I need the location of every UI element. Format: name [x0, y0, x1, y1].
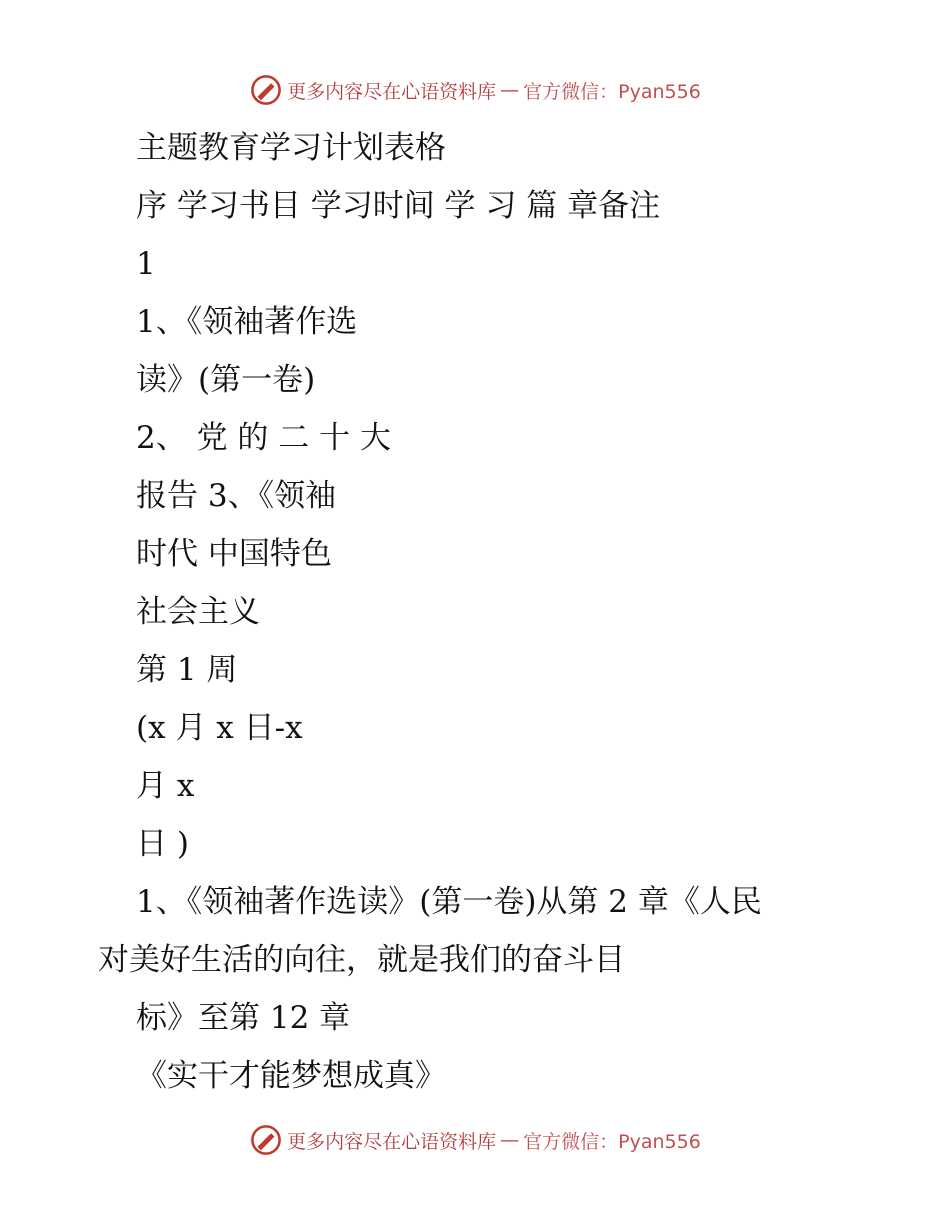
document-title: 主题教育学习计划表格: [136, 130, 446, 166]
book-2-line-2: 报告 3、《领袖: [136, 478, 337, 514]
banner-contact: 官方微信：Pyan556: [523, 80, 701, 103]
date-range-line-3: 日 ): [136, 826, 189, 862]
date-range-line-1: (x 月 x 日-x: [136, 710, 303, 746]
banner-text: 更多内容尽在心语资料库: [287, 1130, 497, 1153]
book-3-line-2: 时代 中国特色: [136, 536, 332, 572]
chapter-line-1: 1、《领袖著作选读》(第一卷)从第 2 章《人民: [136, 884, 762, 920]
header-watermark-banner: [0, 70, 950, 110]
table-header: 序 学习书目 学习时间 学 习 篇 章备注: [136, 188, 661, 224]
chapter-line-2: 对美好生活的向往，就是我们的奋斗目: [98, 942, 625, 978]
banner-text: 更多内容尽在心语资料库: [287, 80, 497, 103]
footer-watermark-banner: [0, 1120, 950, 1160]
study-week: 第 1 周: [136, 652, 238, 688]
banner-separator: —: [500, 79, 520, 101]
book-3-line-3: 社会主义: [136, 594, 260, 630]
chapter-line-4: 《实干才能梦想成真》: [136, 1058, 446, 1094]
banner-separator: —: [500, 1129, 520, 1151]
chapter-line-3: 标》至第 12 章: [136, 1000, 351, 1036]
row-number: 1: [136, 246, 156, 282]
book-1-line-1: 1、《领袖著作选: [136, 304, 358, 340]
book-1-line-2: 读》(第一卷): [136, 362, 316, 398]
date-range-line-2: 月 x: [136, 768, 195, 804]
book-2-line-1: 2、 党 的 二 十 大: [136, 420, 391, 456]
banner-contact: 官方微信：Pyan556: [523, 1130, 701, 1153]
pen-logo-icon: [249, 73, 283, 107]
pen-logo-icon: [249, 1123, 283, 1157]
